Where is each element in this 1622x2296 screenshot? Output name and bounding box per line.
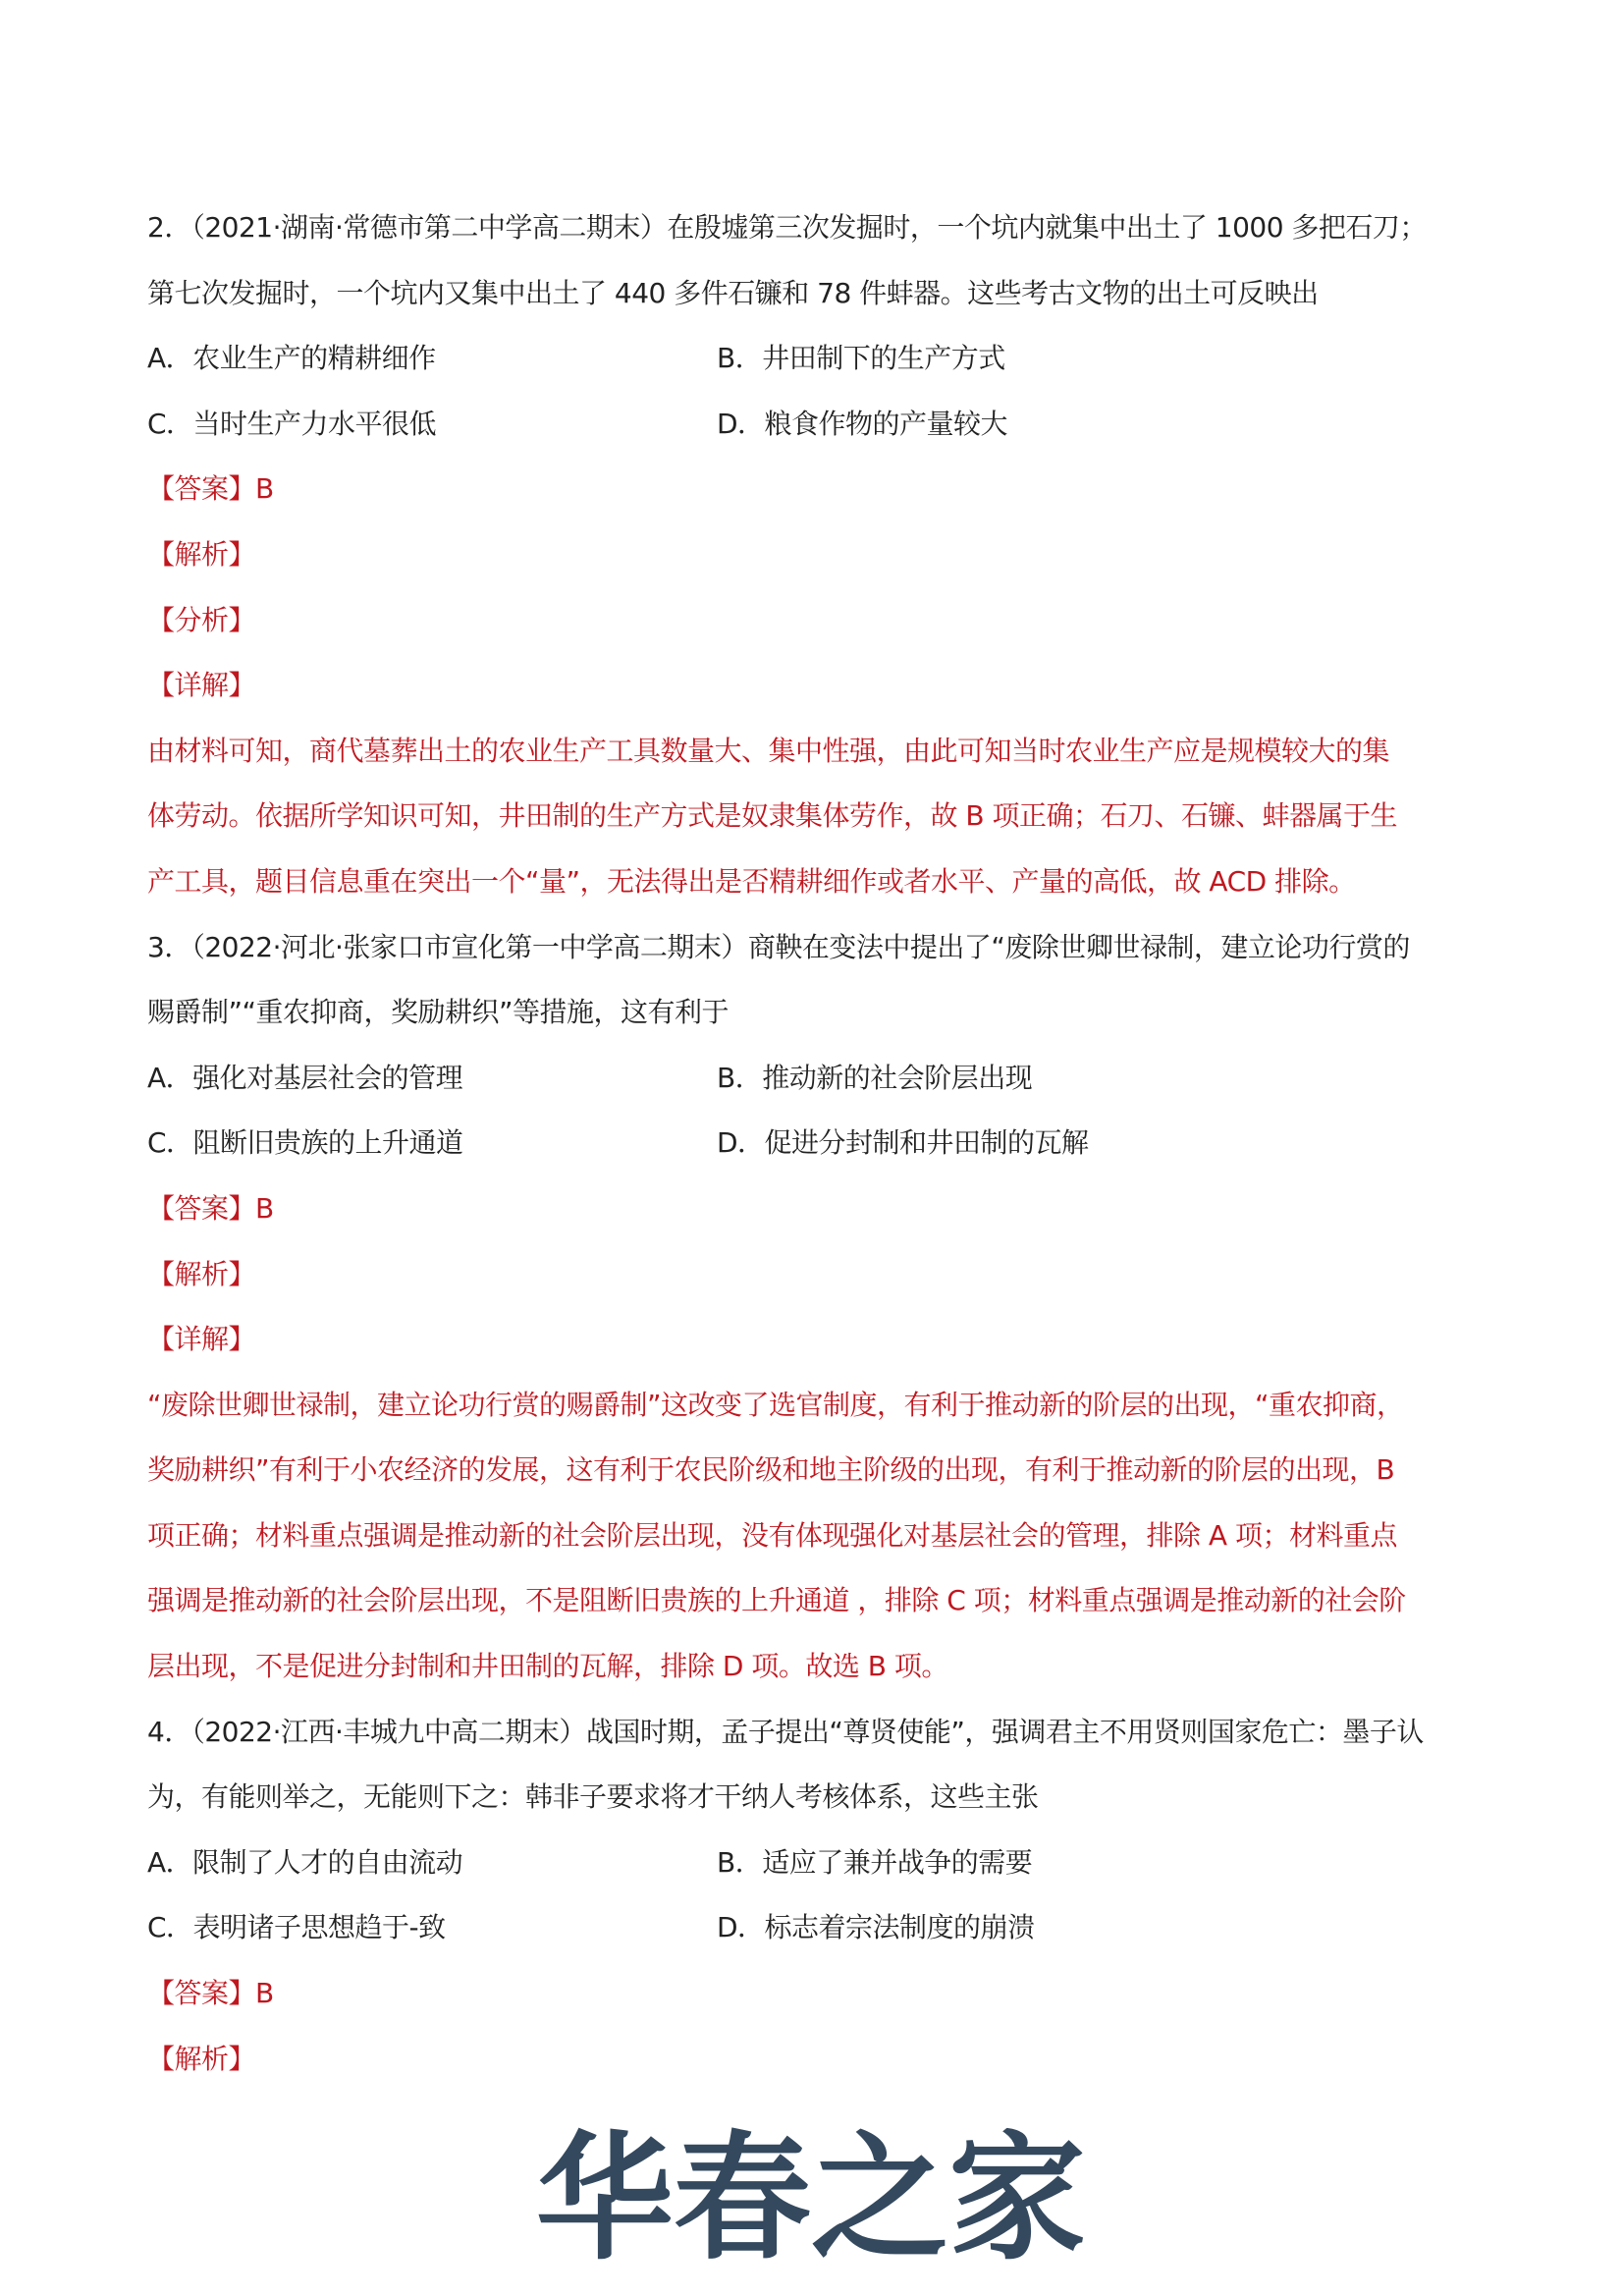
option-a: A．强化对基层社会的管理 [147,1061,463,1094]
analysis-label: 【解析】 [147,537,256,571]
analysis-label: 【解析】 [147,2042,256,2075]
analysis-label: 【解析】 [147,1257,256,1290]
answer-value: B [255,1977,274,2010]
option-d: D．粮食作物的产量较大 [717,407,1008,440]
answer-label: 【答案】 [147,472,256,506]
detail-text: 产工具，题目信息重在突出一个“量”，无法得出是否精耕细作或者水平、产量的高低，故 ACD 排除。 [147,864,1356,898]
question-3 [147,915,1492,1700]
detail-text: 强调是推动新的社会阶层出现，不是阻断旧贵族的上升通道 ，排除 C 项；材料重点强调是推动新的社会阶 [147,1584,1406,1617]
answer-line [147,457,1492,522]
answer-label: 【答案】 [147,1191,256,1225]
question-stem: 3．（2022·河北·张家口市宣化第一中学高二期末）商鞅在变法中提出了“废除世卿世禄制，建立论功行赏的 [147,930,1410,963]
options-row [147,1895,1492,1961]
option-a: A．农业生产的精耕细作 [147,342,436,375]
answer-line [147,1176,1492,1242]
fenxi-label: 【分析】 [147,603,256,636]
answer-line [147,1961,1492,2027]
option-b: B．推动新的社会阶层出现 [717,1061,1033,1094]
answer-value: B [255,1191,274,1225]
option-c: C．当时生产力水平很低 [147,407,437,440]
question-4 [147,1700,1492,2093]
answer-value: B [255,472,274,506]
options-row [147,1046,1492,1112]
detail-text: 体劳动。依据所学知识可知，井田制的生产方式是奴隶集体劳作，故 B 项正确；石刀、石镰、蚌器属于生 [147,799,1398,833]
question-stem: 第七次发掘时，一个坑内又集中出土了 440 多件石镰和 78 件蚌器。这些考古文物的出土可反映出 [147,276,1319,309]
answer-label: 【答案】 [147,1977,256,2010]
question-stem: 为，有能则举之，无能则下之：韩非子要求将才干纳人考核体系，这些主张 [147,1780,1039,1814]
question-2 [147,195,1492,915]
option-b: B．适应了兼并战争的需要 [717,1845,1033,1879]
option-b: B．井田制下的生产方式 [717,342,1005,375]
detail-text: 奖励耕织”有利于小农经济的发展，这有利于农民阶级和地主阶级的出现，有利于推动新的阶层的出现，B [147,1453,1395,1487]
detail-text: 项正确；材料重点强调是推动新的社会阶层出现，没有体现强化对基层社会的管理，排除 A 项；材料重点 [147,1518,1397,1552]
option-c: C．阻断旧贵族的上升通道 [147,1126,463,1160]
detail-label: 【详解】 [147,1323,256,1356]
detail-text: 层出现，不是促进分封制和井田制的瓦解，排除 D 项。故选 B 项。 [147,1650,948,1683]
options-row [147,1831,1492,1896]
option-d: D．促进分封制和井田制的瓦解 [717,1126,1089,1160]
option-a: A．限制了人才的自由流动 [147,1845,463,1879]
detail-text: “废除世卿世禄制，建立论功行赏的赐爵制”这改变了选官制度，有利于推动新的阶层的出现，“重农抑商， [147,1388,1404,1421]
question-stem: 4．（2022·江西·丰城九中高二期末）战国时期，孟子提出“尊贤使能”，强调君主不用贤则国家危亡：墨子认 [147,1715,1424,1748]
option-d: D．标志着宗法制度的崩溃 [717,1911,1035,1944]
options-row [147,1111,1492,1176]
question-stem: 赐爵制”“重农抑商，奖励耕织”等措施，这有利于 [147,996,730,1029]
option-c: C．表明诸子思想趋于-致 [147,1911,446,1944]
watermark: 华春之家 [535,2119,1086,2279]
detail-label: 【详解】 [147,669,256,702]
options-row [147,392,1492,458]
document-body [147,195,1492,2092]
options-row [147,326,1492,392]
question-stem: 2．（2021·湖南·常德市第二中学高二期末）在殷墟第三次发掘时，一个坑内就集中出土了 1000 多把石刀； [147,211,1427,244]
detail-text: 由材料可知，商代墓葬出土的农业生产工具数量大、集中性强，由此可知当时农业生产应是规模较大的集 [147,734,1390,767]
